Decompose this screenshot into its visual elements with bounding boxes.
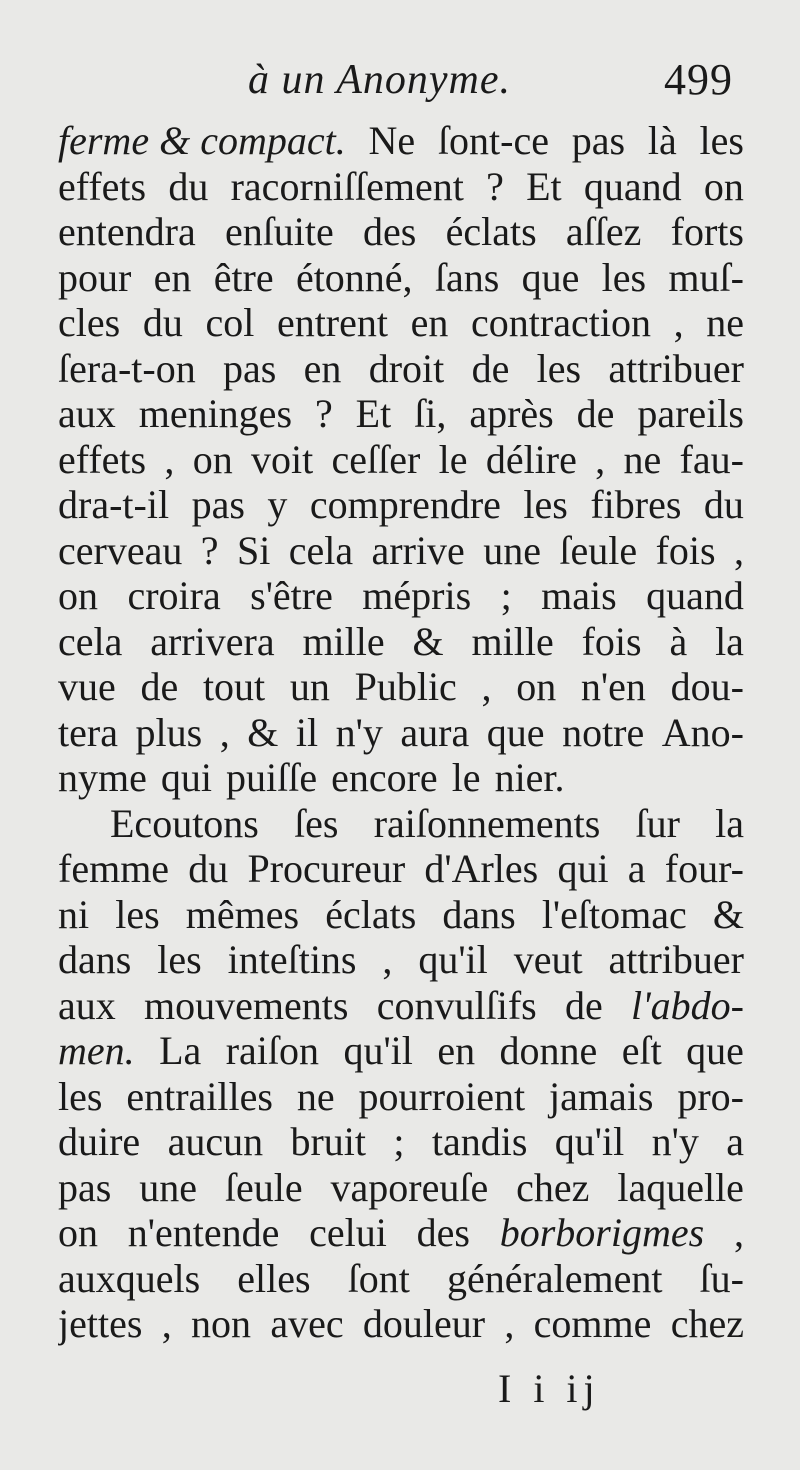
text-line	[58, 1028, 744, 1074]
word: pour	[58, 254, 132, 300]
word: en	[437, 1028, 476, 1073]
word: ,	[164, 436, 175, 482]
word: notre	[562, 709, 645, 755]
word: ,	[504, 1301, 515, 1346]
word: dou-	[670, 664, 744, 709]
word: a	[726, 1119, 744, 1164]
word: les	[601, 254, 647, 300]
word: pourroient	[358, 1073, 526, 1119]
word: arrive	[371, 527, 465, 573]
text-line	[58, 1074, 744, 1120]
text-line	[58, 164, 744, 210]
word: puiſſe	[226, 755, 318, 800]
word: mille	[471, 618, 554, 664]
word: Procureur	[247, 846, 406, 891]
word: les	[536, 345, 582, 391]
word: d'Arles	[424, 846, 539, 891]
word: ?	[486, 163, 504, 209]
word: enſuite	[224, 209, 334, 254]
word: Et	[355, 391, 392, 436]
word: fois	[581, 618, 642, 664]
word: femme	[58, 846, 170, 891]
text-line	[58, 346, 744, 392]
page-header	[0, 52, 800, 108]
word: ;	[500, 573, 512, 618]
text-line	[58, 937, 744, 983]
word: que	[521, 254, 580, 300]
word: croira	[127, 573, 221, 618]
word: celui	[309, 1210, 387, 1255]
word: ceſſer	[331, 436, 421, 482]
word: Si	[236, 527, 271, 573]
word: la	[715, 800, 744, 846]
text-line	[58, 391, 744, 437]
word: dans	[442, 891, 516, 937]
word: bruit	[290, 1119, 366, 1164]
word: ,	[219, 709, 230, 755]
word: l'eſtomac	[541, 891, 687, 937]
word: dans	[58, 937, 132, 982]
word: elles	[237, 1255, 311, 1301]
word: à	[669, 618, 688, 664]
word: forts	[670, 209, 744, 254]
word: en	[410, 300, 449, 345]
word: comprendre	[309, 482, 501, 527]
word: qui	[557, 846, 609, 891]
word: Ne	[368, 118, 416, 163]
text-line	[58, 619, 744, 665]
word: là	[647, 118, 677, 163]
word: tandis	[431, 1119, 528, 1164]
word: plus	[135, 709, 203, 755]
word: borborigmes	[499, 1210, 705, 1255]
word: ?	[314, 391, 333, 436]
word: droit	[368, 345, 445, 391]
word: de	[564, 982, 603, 1028]
word: mille	[302, 618, 385, 664]
word: du	[168, 163, 209, 209]
word: a	[627, 846, 646, 891]
word: vue	[58, 664, 116, 709]
word: fois	[655, 527, 716, 573]
text-line	[58, 755, 744, 801]
word: veut	[513, 937, 583, 982]
word: être	[213, 254, 274, 300]
word: la	[715, 618, 744, 664]
word: aſſez	[565, 209, 642, 254]
word: une	[483, 527, 541, 573]
word: du	[142, 300, 183, 345]
word: entrent	[276, 300, 388, 345]
word: douleur	[362, 1301, 486, 1346]
word: les	[523, 482, 568, 527]
word: ſont	[347, 1255, 410, 1301]
word: aux	[58, 982, 116, 1028]
word: meninges	[138, 391, 293, 436]
word: n'y	[335, 709, 383, 755]
word: nyme	[58, 755, 147, 800]
word: ſont-ce	[437, 118, 549, 163]
word: Ecoutons	[110, 800, 259, 846]
word: racorniſſement	[230, 163, 464, 209]
word: s'être	[250, 573, 333, 618]
text-line	[58, 437, 744, 483]
text-line	[58, 710, 744, 756]
word: cles	[58, 300, 121, 345]
word: ,	[481, 664, 492, 709]
word: convulſifs	[376, 982, 537, 1028]
word: délire	[485, 436, 577, 482]
word: des	[363, 209, 417, 254]
word: mouvements	[144, 982, 349, 1028]
text-line	[58, 892, 744, 938]
word: fibres	[590, 482, 682, 527]
word: effets	[58, 163, 147, 209]
word: encore	[331, 755, 438, 800]
word: le	[438, 436, 468, 482]
word: &	[712, 891, 744, 937]
word: après	[469, 391, 554, 436]
word: effets	[58, 436, 147, 482]
word: ne	[706, 300, 744, 345]
word: ſes	[294, 800, 339, 846]
word: qu'il	[554, 1119, 625, 1164]
word: on	[516, 664, 557, 709]
word: on	[703, 163, 744, 209]
word: arrivera	[150, 618, 275, 664]
text-line	[58, 255, 744, 301]
word: mêmes	[185, 891, 300, 937]
word: inteſtins	[227, 937, 357, 982]
word: non	[191, 1301, 252, 1346]
word: pro-	[677, 1073, 744, 1119]
word: chez	[670, 1301, 744, 1346]
word: pareils	[637, 391, 744, 436]
word: raiſonnements	[373, 800, 601, 846]
word: comme	[533, 1301, 652, 1346]
word: y	[267, 482, 288, 527]
word: eſt	[621, 1028, 662, 1073]
word: en	[303, 345, 342, 391]
word: jamais	[549, 1073, 654, 1119]
text-line	[58, 1256, 744, 1302]
word: on	[58, 573, 98, 618]
word: un	[289, 664, 330, 709]
word: ſi,	[414, 391, 447, 436]
text-line	[58, 664, 744, 710]
word: nier.	[494, 755, 565, 800]
word: contraction	[471, 300, 651, 345]
word: ,	[382, 937, 393, 982]
word: dra-t-il	[58, 482, 170, 527]
word: aux	[58, 391, 116, 436]
word: chez	[516, 1164, 590, 1210]
word: n'entende	[127, 1210, 280, 1255]
word: les	[699, 118, 744, 163]
text-line	[58, 1210, 744, 1256]
word: ſur	[635, 800, 680, 846]
word: étonné,	[295, 254, 413, 300]
word: ,	[595, 436, 606, 482]
word: jettes	[58, 1301, 143, 1346]
word: voit	[251, 436, 314, 482]
text-line	[58, 1119, 744, 1165]
word: attribuer	[608, 937, 744, 982]
word: auxquels	[58, 1255, 201, 1301]
word: Et	[526, 163, 562, 209]
word: de	[471, 345, 510, 391]
word: ?	[200, 527, 219, 573]
word: on	[58, 1210, 98, 1255]
word: mépris	[362, 573, 472, 618]
word: muſ-	[668, 254, 744, 300]
word: le	[451, 755, 481, 800]
word: attribuer	[608, 345, 744, 391]
word: aura	[400, 709, 470, 755]
word: La	[159, 1028, 202, 1073]
word: n'en	[580, 664, 646, 709]
word: l'abdo-	[631, 982, 744, 1028]
text-line	[58, 528, 744, 574]
word: col	[205, 300, 255, 345]
word: entendra	[58, 209, 196, 254]
word: les	[58, 1073, 103, 1119]
word: cela	[58, 618, 123, 664]
word: vaporeuſe	[330, 1164, 489, 1210]
word: fau-	[679, 436, 744, 482]
text-line	[58, 1165, 744, 1211]
word: pas	[223, 345, 277, 391]
word: raiſon	[225, 1028, 320, 1073]
word: ni	[58, 891, 90, 937]
word: qu'il	[418, 937, 488, 982]
word: ſeule	[559, 527, 638, 573]
word: les	[157, 937, 202, 982]
word: ne	[623, 436, 662, 482]
word: pas	[571, 118, 626, 163]
word: pas	[58, 1164, 112, 1210]
word: éclats	[325, 891, 417, 937]
word: une	[139, 1164, 197, 1210]
text-line	[58, 573, 744, 619]
text-line	[58, 846, 744, 892]
word: laquelle	[617, 1164, 744, 1210]
text-line	[58, 209, 744, 255]
word: donne	[499, 1028, 598, 1073]
word: on	[192, 436, 233, 482]
word: avec	[270, 1301, 344, 1346]
text-line	[58, 300, 744, 346]
word: éclats	[445, 209, 537, 254]
word: en	[153, 254, 192, 300]
word: cela	[288, 527, 354, 573]
word: men.	[58, 1028, 135, 1073]
word: que	[486, 709, 545, 755]
word: duire	[58, 1119, 141, 1164]
word: quand	[583, 163, 682, 209]
text-line	[58, 983, 744, 1029]
text-line	[58, 118, 744, 164]
word: aucun	[167, 1119, 264, 1164]
running-head: à un Anonyme.	[248, 57, 512, 103]
word: des	[416, 1210, 470, 1255]
body-text	[58, 118, 744, 1347]
word: pas	[191, 482, 245, 527]
word: les	[115, 891, 160, 937]
word: tout	[202, 664, 266, 709]
word: ſera-t-on	[58, 345, 196, 391]
word: ſu-	[699, 1255, 744, 1301]
word: Ano-	[661, 709, 744, 755]
word: cerveau	[58, 527, 183, 573]
word: il	[295, 709, 319, 755]
word: &	[247, 709, 279, 755]
text-line	[58, 801, 744, 847]
word: four-	[664, 846, 744, 891]
text-line	[58, 1301, 744, 1347]
word: entrailles	[126, 1073, 273, 1119]
word: ferme & compact.	[58, 118, 346, 163]
word: que	[686, 1028, 744, 1073]
word: ;	[393, 1119, 405, 1164]
word: Public	[354, 664, 457, 709]
word: du	[703, 482, 744, 527]
word: &	[412, 618, 444, 664]
word: mais	[541, 573, 617, 618]
word: qui	[160, 755, 212, 800]
word: qu'il	[343, 1028, 413, 1073]
word: ne	[296, 1073, 335, 1119]
word: ,	[733, 527, 744, 573]
word: du	[188, 846, 229, 891]
word: quand	[646, 573, 744, 618]
word: de	[140, 664, 179, 709]
word: ,	[733, 1210, 744, 1255]
word: généralement	[447, 1255, 663, 1301]
word: ,	[161, 1301, 172, 1346]
word: tera	[58, 709, 118, 755]
word: de	[576, 391, 615, 436]
word: ſeule	[224, 1164, 303, 1210]
word: ſans	[434, 254, 500, 300]
page-number: 499	[664, 55, 733, 104]
word: n'y	[651, 1119, 699, 1164]
signature-mark: I i ij	[498, 1366, 601, 1411]
text-line	[58, 482, 744, 528]
word: ,	[673, 300, 684, 345]
